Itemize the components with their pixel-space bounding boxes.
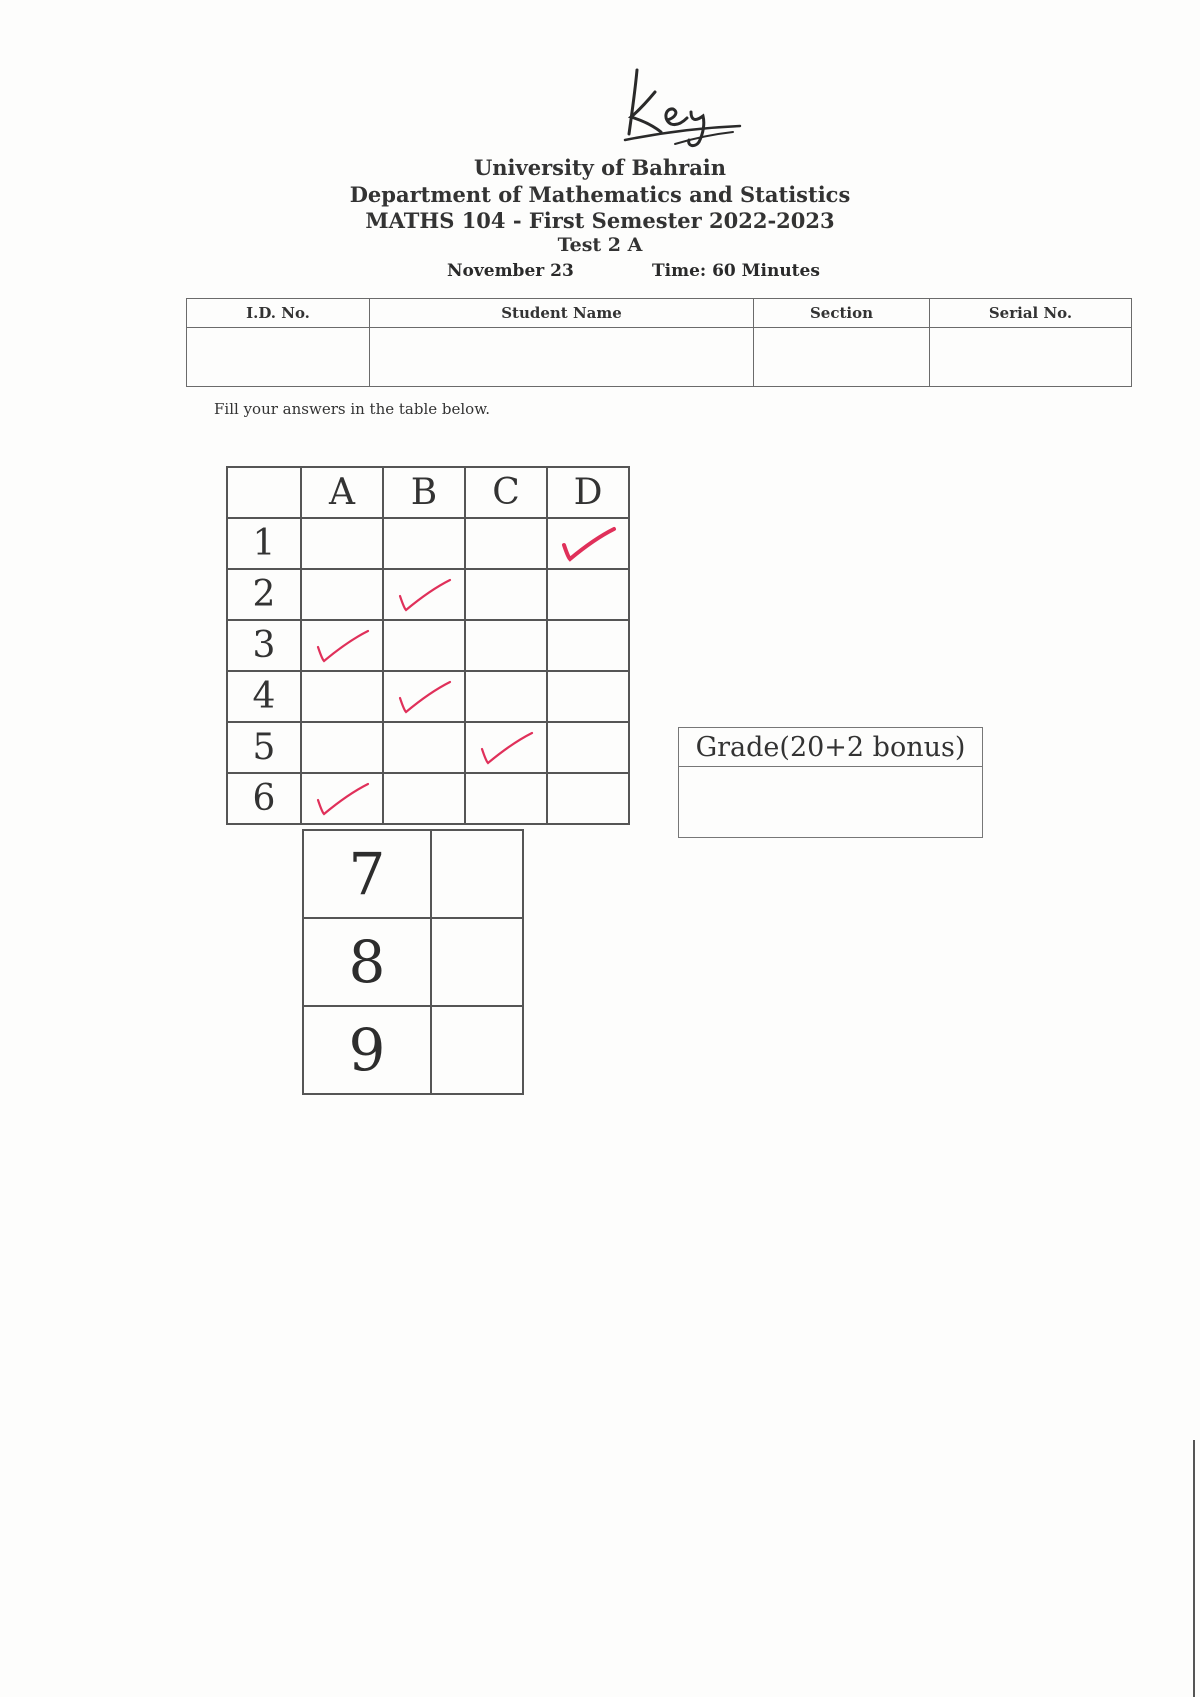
extra-questions-grid xyxy=(302,829,524,1095)
answer-cell-c[interactable] xyxy=(465,722,547,773)
answer-grid-header-row xyxy=(227,467,629,518)
checkmark-icon xyxy=(314,627,372,665)
answer-cell-c[interactable] xyxy=(465,620,547,671)
answer-cell-c[interactable] xyxy=(465,671,547,722)
extra-question-row xyxy=(303,918,523,1006)
choice-header: B xyxy=(383,467,465,518)
student-info-header-row xyxy=(187,299,1132,328)
test-title: Test 2 A xyxy=(557,234,643,256)
instruction-text: Fill your answers in the table below. xyxy=(214,400,491,418)
test-date: November 23 xyxy=(447,261,574,281)
checkmark-icon xyxy=(396,678,454,716)
page-edge-line xyxy=(1193,1440,1195,1697)
checkmark-stroke xyxy=(400,682,450,712)
question-number: 4 xyxy=(227,671,301,722)
question-number: 3 xyxy=(227,620,301,671)
grade-value[interactable] xyxy=(679,767,983,838)
extra-question-row xyxy=(303,830,523,918)
answer-grid-body xyxy=(227,518,629,824)
answer-cell-c[interactable] xyxy=(465,773,547,824)
section-field[interactable] xyxy=(754,328,930,387)
answer-row xyxy=(227,722,629,773)
choice-header: C xyxy=(465,467,547,518)
checkmark-stroke xyxy=(318,784,368,814)
question-number: 9 xyxy=(303,1006,431,1094)
id-no-field[interactable] xyxy=(187,328,370,387)
answer-cell-b[interactable] xyxy=(383,518,465,569)
answer-row xyxy=(227,773,629,824)
answer-row xyxy=(227,569,629,620)
test-duration: Time: 60 Minutes xyxy=(652,261,820,281)
checkmark-stroke xyxy=(400,580,450,610)
answer-cell-a[interactable] xyxy=(301,773,383,824)
answer-grid xyxy=(226,466,630,825)
answer-cell-d[interactable] xyxy=(547,773,629,824)
answer-cell-a[interactable] xyxy=(301,722,383,773)
answer-cell-b[interactable] xyxy=(383,671,465,722)
answer-cell-a[interactable] xyxy=(301,620,383,671)
grade-header-row xyxy=(679,728,983,767)
answer-cell-d[interactable] xyxy=(547,620,629,671)
grade-value-row xyxy=(679,767,983,838)
answer-cell-b[interactable] xyxy=(383,569,465,620)
extra-question-row xyxy=(303,1006,523,1094)
checkmark-stroke xyxy=(564,529,614,559)
answer-cell[interactable] xyxy=(431,1006,523,1094)
student-info-table xyxy=(186,298,1132,387)
answer-cell-d[interactable] xyxy=(547,569,629,620)
question-number: 1 xyxy=(227,518,301,569)
question-number: 7 xyxy=(303,830,431,918)
question-number: 6 xyxy=(227,773,301,824)
answer-cell-b[interactable] xyxy=(383,620,465,671)
checkmark-stroke xyxy=(482,733,532,763)
student-name-header: Student Name xyxy=(370,299,754,328)
answer-cell-b[interactable] xyxy=(383,773,465,824)
question-number: 8 xyxy=(303,918,431,1006)
answer-cell-d[interactable] xyxy=(547,722,629,773)
question-number: 5 xyxy=(227,722,301,773)
checkmark-icon xyxy=(314,780,372,818)
serial-no-field[interactable] xyxy=(930,328,1132,387)
student-name-field[interactable] xyxy=(370,328,754,387)
university-name: University of Bahrain xyxy=(473,155,727,180)
answer-cell-c[interactable] xyxy=(465,518,547,569)
grade-label: Grade(20+2 bonus) xyxy=(679,728,983,767)
question-number: 2 xyxy=(227,569,301,620)
course-title: MATHS 104 - First Semester 2022-2023 xyxy=(365,208,835,233)
answer-cell[interactable] xyxy=(431,918,523,1006)
answer-cell-a[interactable] xyxy=(301,518,383,569)
answer-row xyxy=(227,620,629,671)
student-info-value-row xyxy=(187,328,1132,387)
answer-cell-d[interactable] xyxy=(547,671,629,722)
choice-header: A xyxy=(301,467,383,518)
answer-row xyxy=(227,671,629,722)
checkmark-icon xyxy=(560,525,618,563)
serial-no-header: Serial No. xyxy=(930,299,1132,328)
answer-cell-b[interactable] xyxy=(383,722,465,773)
answer-cell-c[interactable] xyxy=(465,569,547,620)
answer-cell-a[interactable] xyxy=(301,569,383,620)
handwritten-key-mark xyxy=(615,62,745,152)
answer-cell[interactable] xyxy=(431,830,523,918)
checkmark-icon xyxy=(396,576,454,614)
answer-grid-corner xyxy=(227,467,301,518)
checkmark-icon xyxy=(478,729,536,767)
grade-box xyxy=(678,727,983,838)
answer-cell-d[interactable] xyxy=(547,518,629,569)
checkmark-stroke xyxy=(318,631,368,661)
choice-header: D xyxy=(547,467,629,518)
section-header: Section xyxy=(754,299,930,328)
id-no-header: I.D. No. xyxy=(187,299,370,328)
answer-cell-a[interactable] xyxy=(301,671,383,722)
answer-row xyxy=(227,518,629,569)
department-name: Department of Mathematics and Statistics xyxy=(349,182,851,207)
